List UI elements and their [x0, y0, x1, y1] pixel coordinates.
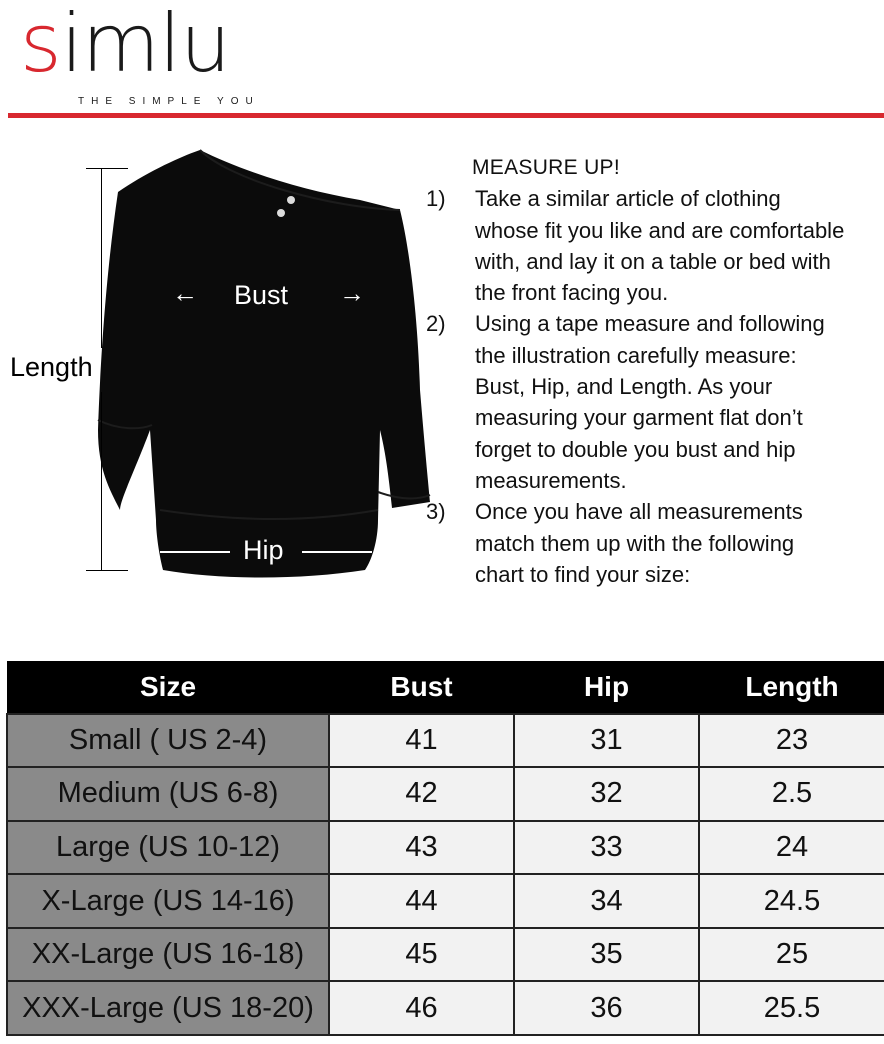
- size-cell: Large (US 10-12): [7, 821, 329, 875]
- length-line-lower: [101, 392, 102, 570]
- length-cell: 25: [699, 928, 884, 982]
- bust-label: Bust: [234, 280, 289, 310]
- table-row: [7, 981, 884, 1035]
- bust-cell: 44: [329, 874, 514, 928]
- step-number: 2): [426, 311, 446, 337]
- length-line-top-tick: [86, 168, 128, 169]
- garment-illustration: [0, 130, 460, 600]
- length-line-bottom-tick: [86, 570, 128, 571]
- hip-cell: 32: [514, 767, 699, 821]
- hip-cell: 34: [514, 874, 699, 928]
- logo-wordmark: [20, 0, 230, 90]
- step-text: Take a similar article of clothing whose fit you like and are comfortable with, and lay it on a table or bed with the front facing you.: [475, 186, 845, 306]
- header-divider: [8, 113, 884, 118]
- bust-cell: 41: [329, 714, 514, 768]
- hip-cell: 35: [514, 928, 699, 982]
- length-cell: 24.5: [699, 874, 884, 928]
- hip-cell: 36: [514, 981, 699, 1035]
- bust-cell: 43: [329, 821, 514, 875]
- step-text: Using a tape measure and following the illustration carefully measure: Bust, Hip, and Length. As your measuring your garment flat don’t forget to double you bust and hip measurements.: [475, 311, 825, 493]
- brand-logo: [20, 0, 270, 110]
- instructions-heading: MEASURE UP!: [472, 156, 620, 179]
- length-label: Length: [10, 352, 93, 382]
- header-size: Size: [7, 662, 329, 714]
- bust-arrow-left-icon: ←: [172, 278, 198, 308]
- table-row: [7, 714, 884, 768]
- hip-line-left: [160, 551, 230, 553]
- logo-letters: imlu: [60, 0, 230, 90]
- table-row: [7, 767, 884, 821]
- header-length: Length: [699, 662, 884, 714]
- size-cell: XXX-Large (US 18-20): [7, 981, 329, 1035]
- hip-label: Hip: [243, 535, 284, 565]
- hip-cell: 31: [514, 714, 699, 768]
- logo-letter-s: s: [20, 0, 61, 90]
- length-cell: 2.5: [699, 767, 884, 821]
- table-row: [7, 821, 884, 875]
- measure-instructions: [420, 152, 880, 590]
- instruction-step: [420, 308, 880, 496]
- length-cell: 23: [699, 714, 884, 768]
- step-number: 1): [426, 186, 446, 212]
- bust-cell: 45: [329, 928, 514, 982]
- size-chart-table: [6, 661, 884, 1036]
- size-cell: X-Large (US 14-16): [7, 874, 329, 928]
- length-cell: 24: [699, 821, 884, 875]
- bust-cell: 42: [329, 767, 514, 821]
- logo-tagline: THE SIMPLE YOU: [78, 96, 260, 107]
- hip-cell: 33: [514, 821, 699, 875]
- size-cell: Medium (US 6-8): [7, 767, 329, 821]
- table-row: [7, 928, 884, 982]
- header-bust: Bust: [329, 662, 514, 714]
- length-cell: 25.5: [699, 981, 884, 1035]
- step-number: 3): [426, 499, 446, 525]
- header-hip: Hip: [514, 662, 699, 714]
- hip-line-right: [302, 551, 372, 553]
- length-line: [101, 168, 102, 348]
- bust-cell: 46: [329, 981, 514, 1035]
- size-cell: XX-Large (US 16-18): [7, 928, 329, 982]
- step-text: Once you have all measurements match them up with the following chart to find your size:: [475, 499, 803, 587]
- table-row: [7, 874, 884, 928]
- instruction-step: [420, 496, 880, 590]
- table-header-row: [7, 662, 884, 714]
- size-cell: Small ( US 2-4): [7, 714, 329, 768]
- instruction-step: [420, 183, 880, 308]
- bust-arrow-right-icon: →: [339, 278, 365, 308]
